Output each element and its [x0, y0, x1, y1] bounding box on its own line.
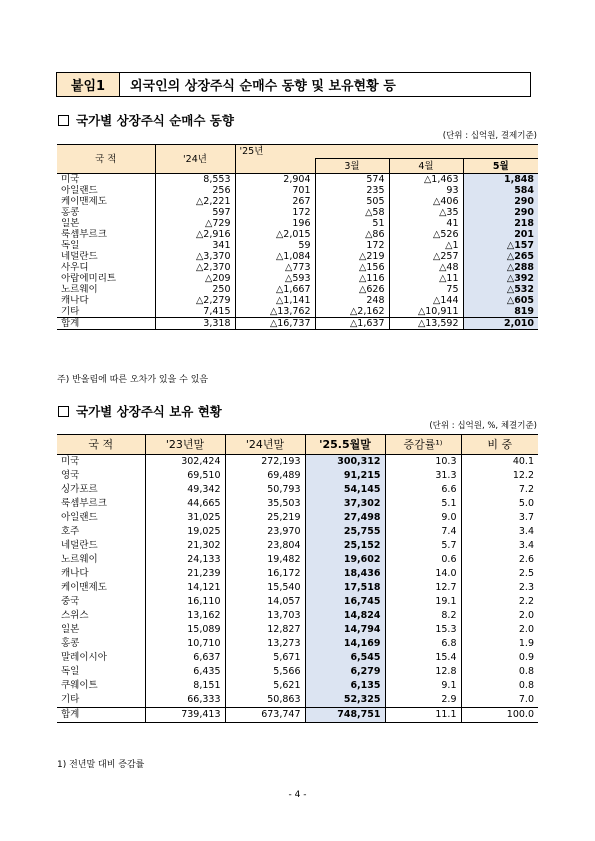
- header-april: 4월: [389, 159, 463, 174]
- value-cell: 52,325: [305, 693, 385, 708]
- value-cell: 302,424: [145, 455, 225, 470]
- value-cell: △773: [235, 262, 315, 273]
- value-cell: 2,904: [235, 174, 315, 186]
- value-cell: 3,318: [155, 318, 235, 330]
- value-cell: 290: [463, 207, 538, 218]
- value-cell: 14,057: [225, 595, 305, 609]
- value-cell: 15,089: [145, 623, 225, 637]
- value-cell: 14,121: [145, 581, 225, 595]
- value-cell: △406: [389, 196, 463, 207]
- header-2025-cont: [235, 159, 315, 174]
- country-cell: 말레이시아: [61, 652, 107, 663]
- value-cell: 2.5: [461, 567, 538, 581]
- value-cell: 739,413: [145, 708, 225, 723]
- value-cell: 5.7: [385, 539, 461, 553]
- value-cell: 0.9: [461, 651, 538, 665]
- value-cell: △605: [463, 295, 538, 306]
- value-cell: 12.7: [385, 581, 461, 595]
- value-cell: 5,671: [225, 651, 305, 665]
- value-cell: 272,193: [225, 455, 305, 470]
- country-cell: 룩셈부르크: [61, 498, 107, 509]
- country-cell: 합계: [57, 318, 155, 330]
- country-cell: 캐나다: [61, 295, 89, 306]
- country-cell: 기타: [61, 694, 80, 705]
- country-cell: 일본: [61, 218, 80, 229]
- value-cell: 0.8: [461, 665, 538, 679]
- value-cell: 75: [389, 284, 463, 295]
- value-cell: 201: [463, 229, 538, 240]
- value-cell: 54,145: [305, 483, 385, 497]
- value-cell: 0.8: [461, 679, 538, 693]
- value-cell: 16,172: [225, 567, 305, 581]
- header-2025-may-end: '25.5월말: [305, 435, 385, 455]
- value-cell: 300,312: [305, 455, 385, 470]
- value-cell: 25,152: [305, 539, 385, 553]
- value-cell: 3.4: [461, 525, 538, 539]
- header-may: 5월: [463, 159, 538, 174]
- value-cell: △116: [315, 273, 389, 284]
- value-cell: 23,804: [225, 539, 305, 553]
- country-cell: 사우디: [61, 262, 89, 273]
- table-row: [57, 229, 538, 240]
- value-cell: △35: [389, 207, 463, 218]
- table-row: [57, 679, 538, 693]
- value-cell: 27,498: [305, 511, 385, 525]
- value-cell: 5.1: [385, 497, 461, 511]
- value-cell: 6,135: [305, 679, 385, 693]
- country-cell: 케이맨제도: [61, 196, 107, 207]
- country-cell: 기타: [61, 306, 80, 317]
- value-cell: 574: [315, 174, 389, 186]
- value-cell: 15,540: [225, 581, 305, 595]
- value-cell: 24,133: [145, 553, 225, 567]
- value-cell: △257: [389, 251, 463, 262]
- value-cell: 15.3: [385, 623, 461, 637]
- value-cell: 93: [389, 185, 463, 196]
- value-cell: 250: [155, 284, 235, 295]
- value-cell: 15.4: [385, 651, 461, 665]
- value-cell: △2,370: [155, 262, 235, 273]
- value-cell: △156: [315, 262, 389, 273]
- table-row: [57, 295, 538, 306]
- value-cell: △209: [155, 273, 235, 284]
- value-cell: 235: [315, 185, 389, 196]
- header-share: 비 중: [461, 435, 538, 455]
- header-country: 국 적: [57, 435, 145, 455]
- value-cell: △265: [463, 251, 538, 262]
- table-row: [57, 469, 538, 483]
- value-cell: 748,751: [305, 708, 385, 723]
- country-cell: 홍콩: [61, 207, 80, 218]
- table-row: [57, 539, 538, 553]
- country-cell: 합계: [57, 708, 145, 723]
- country-cell: 싱가포르: [61, 484, 98, 495]
- value-cell: △144: [389, 295, 463, 306]
- total-row: [57, 318, 538, 330]
- value-cell: 218: [463, 218, 538, 229]
- appendix-heading: [56, 72, 531, 97]
- value-cell: 267: [235, 196, 315, 207]
- value-cell: △1,141: [235, 295, 315, 306]
- value-cell: 6,545: [305, 651, 385, 665]
- value-cell: △48: [389, 262, 463, 273]
- section1-unit: (단위 : 십억원, 결제기준): [442, 131, 537, 141]
- header-2023-end: '23년말: [145, 435, 225, 455]
- table-row: [57, 218, 538, 229]
- table-row: [57, 497, 538, 511]
- value-cell: 25,219: [225, 511, 305, 525]
- value-cell: 19,025: [145, 525, 225, 539]
- value-cell: 172: [315, 240, 389, 251]
- value-cell: 21,239: [145, 567, 225, 581]
- section1-title: [58, 111, 234, 129]
- value-cell: △16,737: [235, 318, 315, 330]
- value-cell: △626: [315, 284, 389, 295]
- value-cell: 7,415: [155, 306, 235, 318]
- value-cell: 100.0: [461, 708, 538, 723]
- section1-title-text: 국가별 상장주식 순매수 동향: [76, 113, 234, 128]
- page-number: - 4 -: [288, 790, 307, 800]
- value-cell: 9.0: [385, 511, 461, 525]
- value-cell: △3,370: [155, 251, 235, 262]
- table-row: [57, 262, 538, 273]
- country-cell: 네덜란드: [61, 540, 98, 551]
- header-2025: '25년: [235, 145, 315, 159]
- table-row: [57, 174, 538, 186]
- table-row: [57, 651, 538, 665]
- section2-title-text: 국가별 상장주식 보유 현황: [76, 404, 222, 419]
- value-cell: 31.3: [385, 469, 461, 483]
- value-cell: 25,755: [305, 525, 385, 539]
- table-row: [57, 196, 538, 207]
- country-cell: 미국: [61, 174, 80, 185]
- value-cell: 1,848: [463, 174, 538, 186]
- country-cell: 노르웨이: [61, 284, 98, 295]
- value-cell: 673,747: [225, 708, 305, 723]
- value-cell: 819: [463, 306, 538, 318]
- country-cell: 독일: [61, 240, 80, 251]
- value-cell: 172: [235, 207, 315, 218]
- table-row: [57, 251, 538, 262]
- value-cell: 248: [315, 295, 389, 306]
- value-cell: △1,637: [315, 318, 389, 330]
- value-cell: 35,503: [225, 497, 305, 511]
- value-cell: 290: [463, 196, 538, 207]
- value-cell: 31,025: [145, 511, 225, 525]
- value-cell: 13,273: [225, 637, 305, 651]
- value-cell: △1: [389, 240, 463, 251]
- value-cell: 10.3: [385, 455, 461, 470]
- value-cell: 51: [315, 218, 389, 229]
- section1-note: 주) 반올림에 따른 오차가 있을 수 있음: [57, 375, 209, 385]
- table-row: [57, 511, 538, 525]
- table-row: [57, 623, 538, 637]
- value-cell: 10,710: [145, 637, 225, 651]
- country-cell: 아일랜드: [61, 185, 98, 196]
- value-cell: △219: [315, 251, 389, 262]
- value-cell: △729: [155, 218, 235, 229]
- table-row: [57, 581, 538, 595]
- country-cell: 호주: [61, 526, 80, 537]
- section2-note: 1) 전년말 대비 증감률: [57, 760, 145, 770]
- value-cell: 196: [235, 218, 315, 229]
- value-cell: △2,916: [155, 229, 235, 240]
- value-cell: 256: [155, 185, 235, 196]
- value-cell: △1,084: [235, 251, 315, 262]
- value-cell: 41: [389, 218, 463, 229]
- value-cell: 2.0: [461, 623, 538, 637]
- country-cell: 아일랜드: [61, 512, 98, 523]
- table-row: [57, 609, 538, 623]
- value-cell: 584: [463, 185, 538, 196]
- value-cell: 50,863: [225, 693, 305, 708]
- value-cell: 19.1: [385, 595, 461, 609]
- value-cell: 6,279: [305, 665, 385, 679]
- value-cell: 2.0: [461, 609, 538, 623]
- header-change-rate: 증감률¹⁾: [385, 435, 461, 455]
- header-2024: '24년: [155, 145, 235, 174]
- value-cell: 6,435: [145, 665, 225, 679]
- value-cell: 597: [155, 207, 235, 218]
- value-cell: 17,518: [305, 581, 385, 595]
- value-cell: 12,827: [225, 623, 305, 637]
- value-cell: 9.1: [385, 679, 461, 693]
- value-cell: 8,151: [145, 679, 225, 693]
- table-row: [57, 595, 538, 609]
- value-cell: 3.4: [461, 539, 538, 553]
- value-cell: 19,602: [305, 553, 385, 567]
- value-cell: 5.0: [461, 497, 538, 511]
- table-row: [57, 553, 538, 567]
- value-cell: 23,970: [225, 525, 305, 539]
- value-cell: 5,621: [225, 679, 305, 693]
- value-cell: 14,794: [305, 623, 385, 637]
- total-row: [57, 708, 538, 723]
- table-row: [57, 207, 538, 218]
- value-cell: △13,592: [389, 318, 463, 330]
- value-cell: 2,010: [463, 318, 538, 330]
- value-cell: 69,489: [225, 469, 305, 483]
- country-cell: 중국: [61, 596, 80, 607]
- value-cell: 3.7: [461, 511, 538, 525]
- value-cell: △392: [463, 273, 538, 284]
- value-cell: 7.0: [461, 693, 538, 708]
- value-cell: 37,302: [305, 497, 385, 511]
- country-cell: 영국: [61, 470, 80, 481]
- value-cell: 12.2: [461, 469, 538, 483]
- value-cell: 16,110: [145, 595, 225, 609]
- value-cell: 8,553: [155, 174, 235, 186]
- header-monthly-group: [315, 145, 538, 159]
- net-purchase-table: [57, 144, 538, 330]
- country-cell: 네덜란드: [61, 251, 98, 262]
- value-cell: 2.2: [461, 595, 538, 609]
- value-cell: 505: [315, 196, 389, 207]
- table-row: [57, 240, 538, 251]
- value-cell: △1,463: [389, 174, 463, 186]
- value-cell: 2.3: [461, 581, 538, 595]
- value-cell: 2.6: [461, 553, 538, 567]
- holdings-table: [57, 434, 538, 723]
- value-cell: 66,333: [145, 693, 225, 708]
- value-cell: △2,279: [155, 295, 235, 306]
- value-cell: △593: [235, 273, 315, 284]
- value-cell: 44,665: [145, 497, 225, 511]
- table-row: [57, 525, 538, 539]
- value-cell: 6.6: [385, 483, 461, 497]
- value-cell: △58: [315, 207, 389, 218]
- value-cell: 14.0: [385, 567, 461, 581]
- table-row: [57, 693, 538, 708]
- value-cell: △532: [463, 284, 538, 295]
- square-bullet-icon: [58, 406, 69, 417]
- table-row: [57, 185, 538, 196]
- table-row: [57, 567, 538, 581]
- country-cell: 케이맨제도: [61, 582, 107, 593]
- value-cell: △13,762: [235, 306, 315, 318]
- value-cell: △10,911: [389, 306, 463, 318]
- country-cell: 일본: [61, 624, 80, 635]
- table-row: [57, 455, 538, 470]
- country-cell: 스위스: [61, 610, 89, 621]
- table-row: [57, 637, 538, 651]
- value-cell: 59: [235, 240, 315, 251]
- value-cell: 21,302: [145, 539, 225, 553]
- country-cell: 노르웨이: [61, 554, 98, 565]
- value-cell: 2.9: [385, 693, 461, 708]
- value-cell: △157: [463, 240, 538, 251]
- table-row: [57, 665, 538, 679]
- value-cell: 6,637: [145, 651, 225, 665]
- value-cell: 11.1: [385, 708, 461, 723]
- square-bullet-icon: [58, 115, 69, 126]
- table-row: [57, 284, 538, 295]
- value-cell: △526: [389, 229, 463, 240]
- value-cell: 14,824: [305, 609, 385, 623]
- value-cell: 1.9: [461, 637, 538, 651]
- value-cell: △1,667: [235, 284, 315, 295]
- value-cell: 5,566: [225, 665, 305, 679]
- header-country: 국 적: [57, 145, 155, 174]
- section2-title: [58, 402, 222, 420]
- value-cell: 14,169: [305, 637, 385, 651]
- country-cell: 룩셈부르크: [61, 229, 107, 240]
- table-row: [57, 273, 538, 284]
- value-cell: 18,436: [305, 567, 385, 581]
- value-cell: △2,015: [235, 229, 315, 240]
- value-cell: △86: [315, 229, 389, 240]
- value-cell: 8.2: [385, 609, 461, 623]
- value-cell: 0.6: [385, 553, 461, 567]
- value-cell: 16,745: [305, 595, 385, 609]
- value-cell: 341: [155, 240, 235, 251]
- value-cell: △11: [389, 273, 463, 284]
- value-cell: 13,703: [225, 609, 305, 623]
- country-cell: 캐나다: [61, 568, 89, 579]
- country-cell: 쿠웨이트: [61, 680, 98, 691]
- value-cell: 6.8: [385, 637, 461, 651]
- value-cell: 69,510: [145, 469, 225, 483]
- value-cell: △2,162: [315, 306, 389, 318]
- value-cell: △2,221: [155, 196, 235, 207]
- appendix-title: 외국인의 상장주식 순매수 동향 및 보유현황 등: [130, 79, 396, 94]
- value-cell: 91,215: [305, 469, 385, 483]
- value-cell: 19,482: [225, 553, 305, 567]
- value-cell: 40.1: [461, 455, 538, 470]
- appendix-tag: 붙임1: [57, 73, 120, 96]
- value-cell: 7.4: [385, 525, 461, 539]
- value-cell: 7.2: [461, 483, 538, 497]
- country-cell: 아랍에미리트: [61, 273, 117, 284]
- header-march: 3월: [315, 159, 389, 174]
- value-cell: 12.8: [385, 665, 461, 679]
- table-row: [57, 483, 538, 497]
- header-2024-end: '24년말: [225, 435, 305, 455]
- country-cell: 독일: [61, 666, 80, 677]
- table-row: [57, 306, 538, 318]
- country-cell: 미국: [61, 456, 80, 467]
- value-cell: 701: [235, 185, 315, 196]
- value-cell: 49,342: [145, 483, 225, 497]
- value-cell: 50,793: [225, 483, 305, 497]
- section2-unit: (단위 : 십억원, %, 체결기준): [429, 421, 537, 431]
- country-cell: 홍콩: [61, 638, 80, 649]
- value-cell: 13,162: [145, 609, 225, 623]
- value-cell: △288: [463, 262, 538, 273]
